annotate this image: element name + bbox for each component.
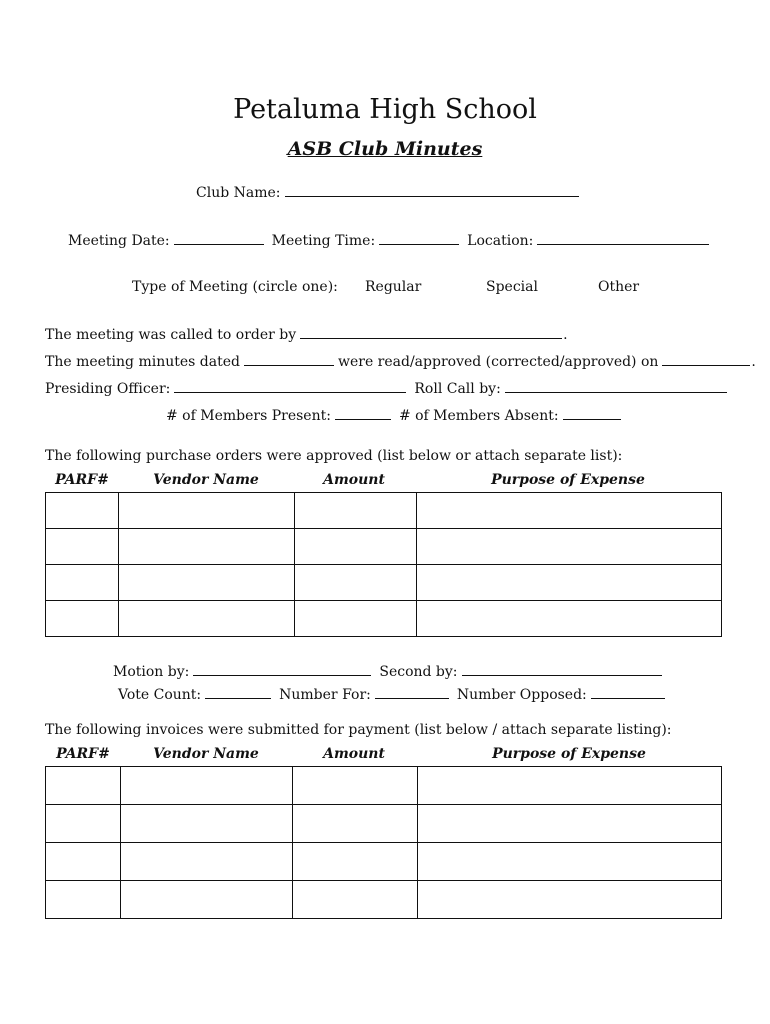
- table-row: [46, 529, 722, 565]
- po-header-purpose: Purpose of Expense: [491, 472, 645, 488]
- purchase-orders-intro: The following purchase orders were approved (list below or attach separate list):: [45, 448, 623, 464]
- number-opposed-label: Number Opposed:: [456, 687, 587, 703]
- presiding-officer-label: Presiding Officer:: [45, 381, 171, 397]
- second-by-label: Second by:: [379, 664, 458, 680]
- meeting-type-special[interactable]: Special: [486, 279, 538, 295]
- table-cell[interactable]: [418, 805, 722, 843]
- second-by-field[interactable]: [462, 663, 662, 676]
- po-header-amount: Amount: [323, 472, 385, 488]
- minutes-dated-row: [45, 353, 756, 370]
- table-cell[interactable]: [417, 529, 722, 565]
- table-cell[interactable]: [46, 805, 121, 843]
- table-cell[interactable]: [293, 767, 418, 805]
- table-cell[interactable]: [119, 565, 295, 601]
- table-cell[interactable]: [119, 493, 295, 529]
- table-cell[interactable]: [119, 601, 295, 637]
- table-cell[interactable]: [418, 843, 722, 881]
- table-cell[interactable]: [295, 601, 417, 637]
- club-name-label: Club Name:: [196, 185, 281, 201]
- table-cell[interactable]: [417, 493, 722, 529]
- members-absent-label: # of Members Absent:: [398, 408, 559, 424]
- club-name-row: [196, 184, 583, 201]
- table-cell[interactable]: [121, 843, 293, 881]
- vote-count-field[interactable]: [205, 686, 271, 699]
- period-mark: .: [751, 354, 756, 370]
- inv-header-parf: PARF#: [56, 746, 110, 762]
- meeting-date-label: Meeting Date:: [68, 233, 170, 249]
- roll-call-label: Roll Call by:: [414, 381, 501, 397]
- invoices-intro: The following invoices were submitted for payment (list below / attach separate listing):: [45, 722, 672, 738]
- called-to-order-label: The meeting was called to order by: [45, 327, 297, 343]
- invoices-table: [45, 766, 722, 919]
- motion-by-field[interactable]: [193, 663, 371, 676]
- motion-row: [113, 663, 666, 680]
- members-present-label: # of Members Present:: [166, 408, 331, 424]
- table-row: [46, 601, 722, 637]
- table-cell[interactable]: [46, 493, 119, 529]
- minutes-dated-label: The meeting minutes dated: [45, 354, 240, 370]
- po-header-parf: PARF#: [55, 472, 109, 488]
- minutes-dated-field[interactable]: [244, 353, 334, 366]
- presiding-officer-field[interactable]: [174, 380, 406, 393]
- meeting-type-regular[interactable]: Regular: [365, 279, 422, 295]
- meeting-time-field[interactable]: [379, 232, 459, 245]
- period-mark: .: [563, 327, 568, 343]
- number-for-label: Number For:: [279, 687, 371, 703]
- motion-by-label: Motion by:: [113, 664, 190, 680]
- table-cell[interactable]: [417, 601, 722, 637]
- table-cell[interactable]: [121, 881, 293, 919]
- table-cell[interactable]: [418, 881, 722, 919]
- table-cell[interactable]: [46, 529, 119, 565]
- vote-count-label: Vote Count:: [118, 687, 202, 703]
- purchase-orders-table: [45, 492, 722, 637]
- approved-date-field[interactable]: [662, 353, 750, 366]
- table-cell[interactable]: [121, 805, 293, 843]
- meeting-time-label: Meeting Time:: [271, 233, 376, 249]
- officer-row: [45, 380, 731, 397]
- number-opposed-field[interactable]: [591, 686, 665, 699]
- table-cell[interactable]: [295, 529, 417, 565]
- table-cell[interactable]: [295, 565, 417, 601]
- called-to-order-row: [45, 326, 568, 343]
- table-row: [46, 843, 722, 881]
- table-cell[interactable]: [46, 565, 119, 601]
- table-cell[interactable]: [121, 767, 293, 805]
- table-cell[interactable]: [46, 601, 119, 637]
- table-cell[interactable]: [295, 493, 417, 529]
- meeting-type-other[interactable]: Other: [598, 279, 640, 295]
- table-row: [46, 565, 722, 601]
- table-cell[interactable]: [46, 881, 121, 919]
- school-title: Petaluma High School: [233, 94, 537, 125]
- members-present-field[interactable]: [335, 407, 391, 420]
- called-to-order-field[interactable]: [300, 326, 562, 339]
- po-header-vendor: Vendor Name: [153, 472, 259, 488]
- table-row: [46, 881, 722, 919]
- roll-call-field[interactable]: [505, 380, 727, 393]
- number-for-field[interactable]: [375, 686, 449, 699]
- form-title: ASB Club Minutes: [287, 138, 483, 160]
- table-row: [46, 805, 722, 843]
- members-row: [166, 407, 625, 424]
- table-row: [46, 493, 722, 529]
- inv-header-amount: Amount: [323, 746, 385, 762]
- table-cell[interactable]: [46, 767, 121, 805]
- location-label: Location:: [467, 233, 534, 249]
- table-row: [46, 767, 722, 805]
- inv-header-purpose: Purpose of Expense: [492, 746, 646, 762]
- location-field[interactable]: [537, 232, 709, 245]
- club-name-field[interactable]: [285, 184, 579, 197]
- read-approved-label: were read/approved (corrected/approved) on: [337, 354, 659, 370]
- table-cell[interactable]: [46, 843, 121, 881]
- table-cell[interactable]: [119, 529, 295, 565]
- table-cell[interactable]: [418, 767, 722, 805]
- meeting-date-field[interactable]: [174, 232, 264, 245]
- table-cell[interactable]: [293, 843, 418, 881]
- vote-row: [118, 686, 669, 703]
- members-absent-field[interactable]: [563, 407, 621, 420]
- table-cell[interactable]: [293, 881, 418, 919]
- table-cell[interactable]: [293, 805, 418, 843]
- table-cell[interactable]: [417, 565, 722, 601]
- meeting-info-row: [68, 232, 713, 249]
- inv-header-vendor: Vendor Name: [153, 746, 259, 762]
- meeting-type-label: Type of Meeting (circle one):: [132, 279, 338, 295]
